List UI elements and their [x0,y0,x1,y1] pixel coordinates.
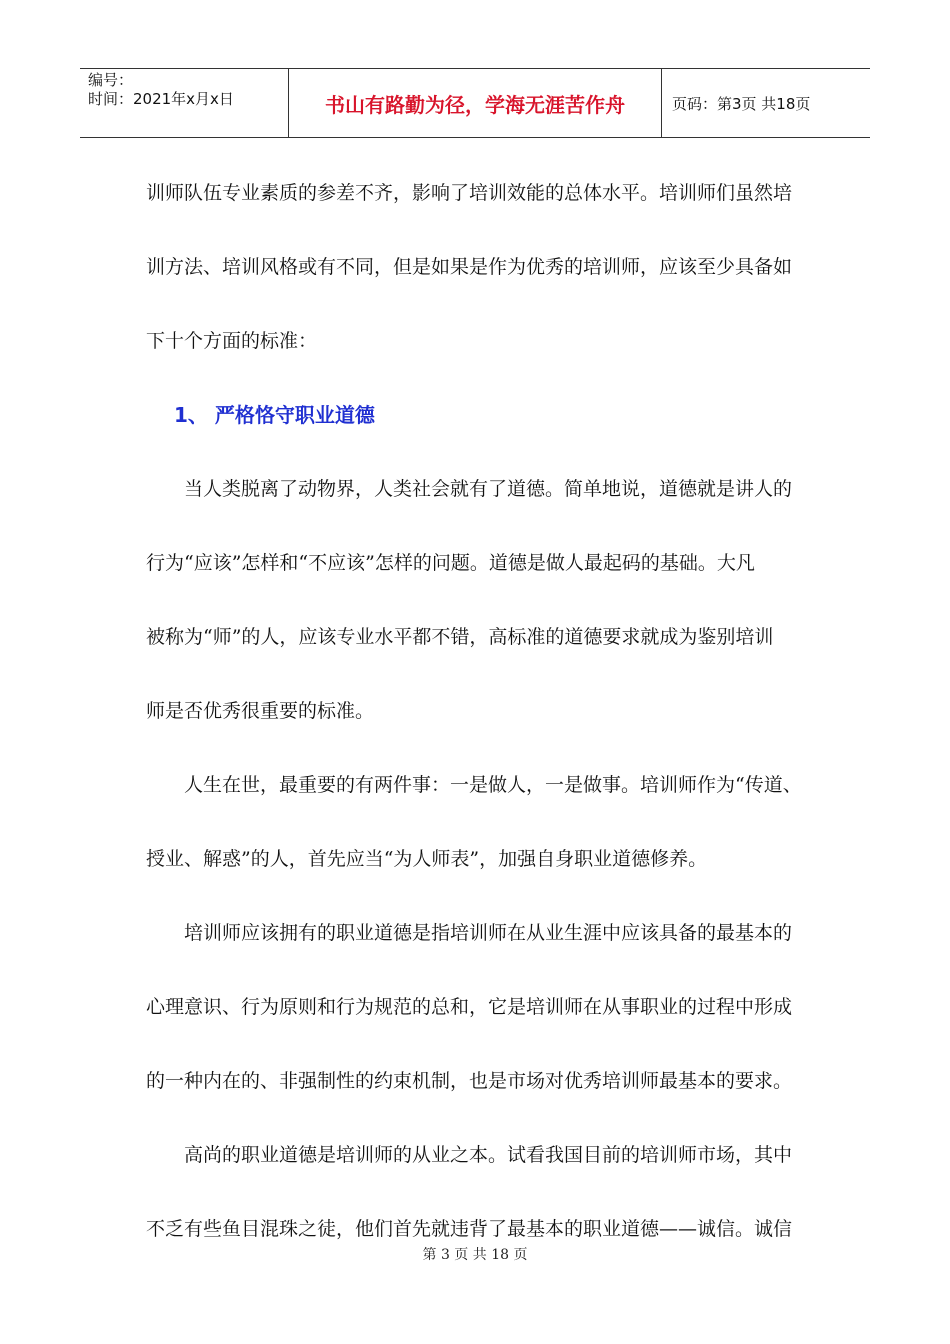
page-footer: 第 3 页 共 18 页 [422,1247,528,1263]
paragraph-line: 培训师应该拥有的职业道德是指培训师在从业生涯中应该具备的最基本的 [184,922,793,944]
document-body [146,156,826,1266]
paragraph-line: 师是否优秀很重要的标准。 [146,700,375,722]
paragraph-line: 高尚的职业道德是培训师的从业之本。试看我国目前的培训师市场，其中 [184,1144,793,1166]
paragraph-line: 行为“应该”怎样和“不应该”怎样的问题。道德是做人最起码的基础。大凡 [146,552,755,574]
paragraph-line: 授业、解惑”的人，首先应当“为人师表”，加强自身职业道德修养。 [146,848,708,870]
paragraph [146,748,826,896]
paragraph-line: 心理意识、行为原则和行为规范的总和，它是培训师在从事职业的过程中形成 [146,996,793,1018]
body-line: 训方法、培训风格或有不同，但是如果是作为优秀的培训师，应该至少具备如 [146,256,793,278]
paragraph-line: 的一种内在的、非强制性的约束机制，也是市场对优秀培训师最基本的要求。 [146,1070,793,1092]
body-line: 训师队伍专业素质的参差不齐，影响了培训效能的总体水平。培训师们虽然培 [146,182,793,204]
paragraph-line: 当人类脱离了动物界，人类社会就有了道德。简单地说，道德就是讲人的 [184,478,793,500]
page-header [80,68,870,138]
paragraph [146,896,826,1118]
header-motto: 书山有路勤为径，学海无涯苦作舟 [289,69,662,137]
body-line: 下十个方面的标准： [146,330,318,352]
date-text: 时间：2021年x月x日 [88,90,234,108]
paragraph [146,452,826,748]
header-page-info: 页码：第3页 共18页 [672,94,811,113]
paragraph-line: 人生在世，最重要的有两件事：一是做人，一是做事。培训师作为“传道、 [184,774,802,796]
paragraph-line: 被称为“师”的人，应该专业水平都不错，高标准的道德要求就成为鉴别培训 [146,626,774,648]
paragraph-line: 不乏有些鱼目混珠之徒，他们首先就违背了最基本的职业道德——诚信。诚信 [146,1218,793,1240]
section-title: 1、 严格恪守职业道德 [174,403,375,427]
serial-label: 编号： [88,71,134,89]
header-meta [80,69,289,137]
